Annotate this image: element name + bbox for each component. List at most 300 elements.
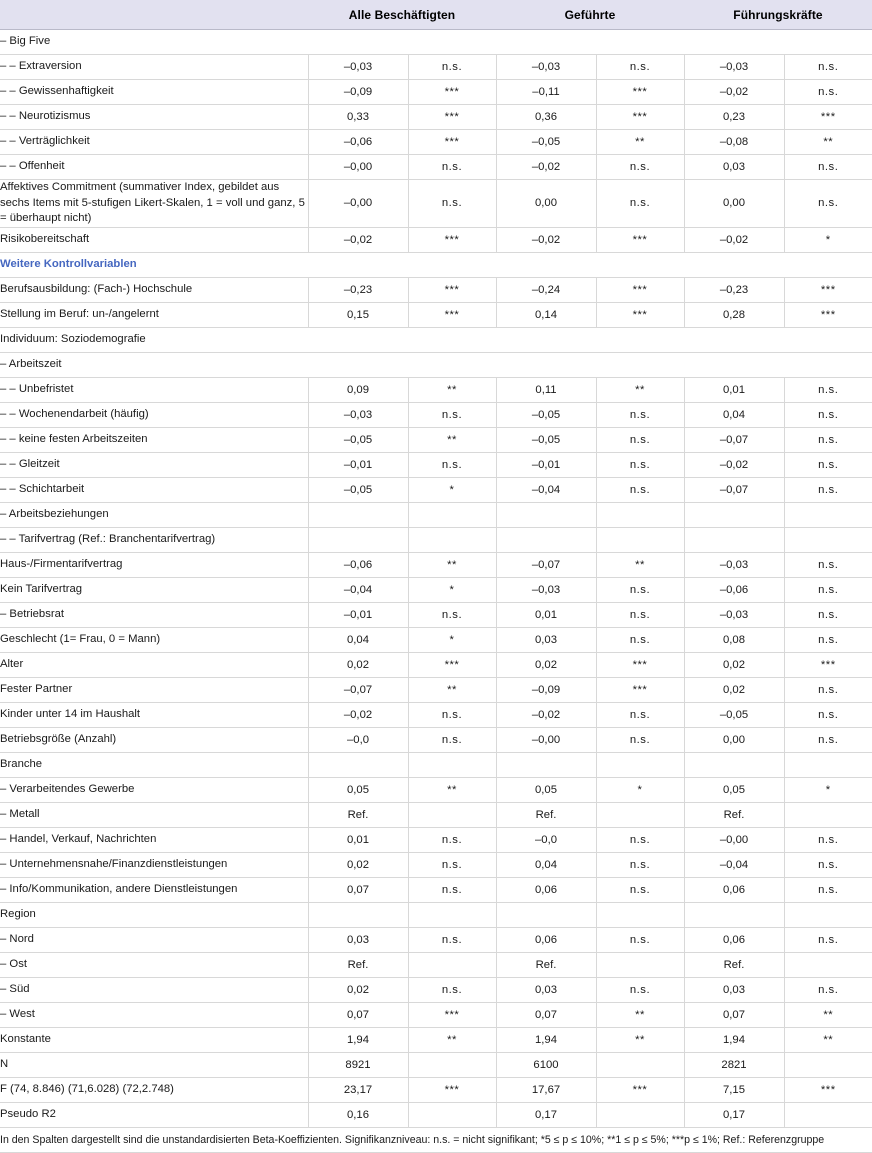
table-row	[0, 352, 872, 377]
cell-fuehrung-beta: 0,00	[684, 180, 784, 228]
cell-fuehrung-sig: n.s.	[784, 727, 872, 752]
cell-gefuehrte-sig: ***	[596, 677, 684, 702]
cell-alle-beta: 0,02	[308, 652, 408, 677]
cell-alle-sig	[408, 327, 496, 352]
cell-fuehrung-beta: 0,03	[684, 155, 784, 180]
cell-alle-sig: ***	[408, 227, 496, 252]
cell-alle-sig: ***	[408, 1002, 496, 1027]
cell-gefuehrte-beta: 17,67	[496, 1077, 596, 1102]
table-row	[0, 602, 872, 627]
table-row	[0, 502, 872, 527]
cell-fuehrung-sig: *	[784, 777, 872, 802]
row-label: – Unternehmensnahe/Finanzdienstleistungen	[0, 852, 308, 877]
cell-gefuehrte-sig: n.s.	[596, 827, 684, 852]
cell-alle-beta: 23,17	[308, 1077, 408, 1102]
row-label: Konstante	[0, 1027, 308, 1052]
cell-fuehrung-sig: n.s.	[784, 80, 872, 105]
cell-fuehrung-sig: ***	[784, 1077, 872, 1102]
cell-fuehrung-sig: ***	[784, 302, 872, 327]
cell-alle-sig	[408, 752, 496, 777]
cell-gefuehrte-beta	[496, 327, 596, 352]
cell-alle-sig: **	[408, 552, 496, 577]
cell-gefuehrte-beta: –0,24	[496, 277, 596, 302]
cell-fuehrung-sig	[784, 352, 872, 377]
cell-fuehrung-beta: –0,07	[684, 427, 784, 452]
cell-gefuehrte-beta: –0,03	[496, 55, 596, 80]
row-label: Betriebsgröße (Anzahl)	[0, 727, 308, 752]
cell-fuehrung-beta: –0,05	[684, 702, 784, 727]
cell-fuehrung-beta	[684, 352, 784, 377]
cell-gefuehrte-sig: n.s.	[596, 877, 684, 902]
cell-alle-beta: –0,01	[308, 452, 408, 477]
cell-gefuehrte-beta: 0,06	[496, 927, 596, 952]
cell-gefuehrte-beta: 0,03	[496, 627, 596, 652]
row-label: Kein Tarifvertrag	[0, 577, 308, 602]
cell-gefuehrte-sig	[596, 1102, 684, 1127]
cell-gefuehrte-beta: 0,36	[496, 105, 596, 130]
cell-fuehrung-beta: –0,03	[684, 552, 784, 577]
table-row	[0, 227, 872, 252]
cell-gefuehrte-sig	[596, 527, 684, 552]
cell-gefuehrte-beta: 0,07	[496, 1002, 596, 1027]
cell-fuehrung-sig	[784, 527, 872, 552]
table-row	[0, 277, 872, 302]
cell-fuehrung-sig: ***	[784, 277, 872, 302]
cell-alle-beta	[308, 902, 408, 927]
cell-alle-beta	[308, 252, 408, 277]
cell-gefuehrte-sig: n.s.	[596, 427, 684, 452]
cell-gefuehrte-sig: n.s.	[596, 602, 684, 627]
cell-gefuehrte-sig: n.s.	[596, 402, 684, 427]
table-row	[0, 677, 872, 702]
cell-alle-beta	[308, 30, 408, 55]
row-label: – – Unbefristet	[0, 377, 308, 402]
row-label: – Handel, Verkauf, Nachrichten	[0, 827, 308, 852]
cell-fuehrung-beta	[684, 30, 784, 55]
cell-gefuehrte-beta: –0,04	[496, 477, 596, 502]
row-label: – Arbeitszeit	[0, 352, 308, 377]
row-label: – Nord	[0, 927, 308, 952]
cell-alle-beta: 0,01	[308, 827, 408, 852]
cell-alle-beta: –0,07	[308, 677, 408, 702]
table-row	[0, 80, 872, 105]
cell-fuehrung-sig: **	[784, 130, 872, 155]
row-label: – Süd	[0, 977, 308, 1002]
cell-alle-sig: *	[408, 577, 496, 602]
cell-gefuehrte-beta: –0,05	[496, 402, 596, 427]
table-row	[0, 552, 872, 577]
cell-fuehrung-beta: 0,17	[684, 1102, 784, 1127]
cell-alle-sig	[408, 30, 496, 55]
cell-fuehrung-beta: –0,02	[684, 227, 784, 252]
cell-fuehrung-beta	[684, 327, 784, 352]
table-body	[0, 30, 872, 1128]
table-row	[0, 105, 872, 130]
cell-alle-sig	[408, 527, 496, 552]
cell-fuehrung-beta: Ref.	[684, 802, 784, 827]
cell-fuehrung-sig: ***	[784, 105, 872, 130]
row-label: Alter	[0, 652, 308, 677]
cell-gefuehrte-beta: –0,02	[496, 227, 596, 252]
table-row	[0, 302, 872, 327]
cell-gefuehrte-beta: 0,17	[496, 1102, 596, 1127]
cell-fuehrung-beta: 2821	[684, 1052, 784, 1077]
cell-alle-sig: n.s.	[408, 927, 496, 952]
cell-gefuehrte-beta: 0,11	[496, 377, 596, 402]
cell-alle-sig: **	[408, 1027, 496, 1052]
cell-gefuehrte-sig: n.s.	[596, 155, 684, 180]
cell-fuehrung-beta	[684, 502, 784, 527]
cell-alle-sig: n.s.	[408, 877, 496, 902]
row-label: Weitere Kontrollvariablen	[0, 252, 308, 277]
cell-gefuehrte-sig: *	[596, 777, 684, 802]
cell-gefuehrte-sig	[596, 502, 684, 527]
cell-alle-sig: *	[408, 477, 496, 502]
cell-fuehrung-sig: n.s.	[784, 477, 872, 502]
cell-gefuehrte-beta: –0,02	[496, 155, 596, 180]
table-footnote: In den Spalten dargestellt sind die unstandardisierten Beta-Koeffizienten. Signifikanzniveau: n.s. = nicht signifikant; *5 ≤ p ≤ 10%; **1 ≤ p ≤ 5%; ***p ≤ 1%; Ref.: Referenzgruppe	[0, 1127, 872, 1152]
table-row	[0, 327, 872, 352]
cell-fuehrung-sig: n.s.	[784, 702, 872, 727]
row-label: – – Tarifvertrag (Ref.: Branchentarifvertrag)	[0, 527, 308, 552]
cell-alle-beta: –0,02	[308, 227, 408, 252]
row-label: F (74, 8.846) (71,6.028) (72,2.748)	[0, 1077, 308, 1102]
cell-gefuehrte-beta: –0,00	[496, 727, 596, 752]
cell-alle-beta	[308, 502, 408, 527]
table-row	[0, 1102, 872, 1127]
row-label: – Verarbeitendes Gewerbe	[0, 777, 308, 802]
cell-alle-beta: –0,05	[308, 477, 408, 502]
cell-alle-sig: n.s.	[408, 180, 496, 228]
cell-gefuehrte-beta	[496, 502, 596, 527]
cell-alle-sig: **	[408, 427, 496, 452]
cell-alle-sig: ***	[408, 302, 496, 327]
cell-gefuehrte-sig	[596, 802, 684, 827]
cell-gefuehrte-sig: ***	[596, 302, 684, 327]
cell-gefuehrte-beta	[496, 527, 596, 552]
cell-gefuehrte-sig: n.s.	[596, 577, 684, 602]
cell-gefuehrte-beta: –0,02	[496, 702, 596, 727]
cell-gefuehrte-beta: Ref.	[496, 952, 596, 977]
table-row	[0, 30, 872, 55]
cell-fuehrung-beta: –0,04	[684, 852, 784, 877]
cell-gefuehrte-beta	[496, 352, 596, 377]
table-row	[0, 252, 872, 277]
cell-fuehrung-beta: 0,05	[684, 777, 784, 802]
cell-gefuehrte-beta: –0,03	[496, 577, 596, 602]
cell-fuehrung-sig: n.s.	[784, 577, 872, 602]
table-row	[0, 852, 872, 877]
cell-gefuehrte-beta: –0,01	[496, 452, 596, 477]
cell-fuehrung-beta: 0,06	[684, 877, 784, 902]
cell-gefuehrte-beta: 0,06	[496, 877, 596, 902]
cell-fuehrung-sig: n.s.	[784, 377, 872, 402]
cell-alle-sig: n.s.	[408, 402, 496, 427]
cell-fuehrung-beta	[684, 252, 784, 277]
cell-gefuehrte-sig: **	[596, 1027, 684, 1052]
cell-gefuehrte-sig	[596, 252, 684, 277]
table-row	[0, 752, 872, 777]
cell-alle-beta: Ref.	[308, 802, 408, 827]
cell-fuehrung-sig	[784, 1102, 872, 1127]
cell-fuehrung-beta: –0,06	[684, 577, 784, 602]
cell-gefuehrte-sig: n.s.	[596, 55, 684, 80]
cell-alle-beta: –0,04	[308, 577, 408, 602]
cell-gefuehrte-beta: 0,03	[496, 977, 596, 1002]
cell-fuehrung-beta: 0,01	[684, 377, 784, 402]
cell-gefuehrte-beta: –0,11	[496, 80, 596, 105]
cell-fuehrung-sig: n.s.	[784, 155, 872, 180]
cell-gefuehrte-beta: 0,14	[496, 302, 596, 327]
cell-gefuehrte-beta: Ref.	[496, 802, 596, 827]
cell-fuehrung-sig: n.s.	[784, 402, 872, 427]
cell-gefuehrte-beta: 0,05	[496, 777, 596, 802]
cell-gefuehrte-sig: **	[596, 1002, 684, 1027]
cell-alle-sig: ***	[408, 277, 496, 302]
table-row	[0, 1027, 872, 1052]
table-row	[0, 977, 872, 1002]
table-row	[0, 477, 872, 502]
cell-alle-sig: **	[408, 777, 496, 802]
row-label: – Big Five	[0, 30, 308, 55]
cell-gefuehrte-sig: n.s.	[596, 452, 684, 477]
cell-gefuehrte-sig: n.s.	[596, 927, 684, 952]
table-row	[0, 902, 872, 927]
cell-fuehrung-beta: 1,94	[684, 1027, 784, 1052]
row-label: – – Extraversion	[0, 55, 308, 80]
cell-alle-sig: **	[408, 677, 496, 702]
cell-alle-beta: 0,04	[308, 627, 408, 652]
cell-alle-sig: ***	[408, 652, 496, 677]
row-label: – Ost	[0, 952, 308, 977]
cell-alle-sig: **	[408, 377, 496, 402]
header-group-alle-beschaeftigte: Alle Beschäftigten	[308, 0, 496, 30]
cell-alle-beta: 0,03	[308, 927, 408, 952]
cell-fuehrung-sig: n.s.	[784, 927, 872, 952]
cell-alle-beta: 0,09	[308, 377, 408, 402]
header-group-fuehrungskraefte: Führungskräfte	[684, 0, 872, 30]
cell-gefuehrte-beta: 0,02	[496, 652, 596, 677]
cell-alle-beta: 0,02	[308, 852, 408, 877]
cell-fuehrung-beta	[684, 752, 784, 777]
cell-gefuehrte-sig: ***	[596, 1077, 684, 1102]
cell-gefuehrte-beta: –0,0	[496, 827, 596, 852]
cell-gefuehrte-beta	[496, 30, 596, 55]
cell-fuehrung-sig	[784, 802, 872, 827]
cell-alle-sig	[408, 352, 496, 377]
cell-alle-beta: –0,03	[308, 402, 408, 427]
cell-gefuehrte-sig	[596, 30, 684, 55]
cell-fuehrung-beta: 0,02	[684, 677, 784, 702]
row-label: Affektives Commitment (summativer Index, gebildet aus sechs Items mit 5-stufigen Likert-Skalen, 1 = voll und ganz, 5 = überhaupt nicht)	[0, 180, 308, 228]
cell-gefuehrte-sig: n.s.	[596, 477, 684, 502]
row-label: Geschlecht (1= Frau, 0 = Mann)	[0, 627, 308, 652]
table-row	[0, 1077, 872, 1102]
cell-gefuehrte-sig: ***	[596, 652, 684, 677]
cell-gefuehrte-beta: –0,09	[496, 677, 596, 702]
cell-gefuehrte-sig: n.s.	[596, 702, 684, 727]
cell-fuehrung-sig	[784, 752, 872, 777]
header-label-column	[0, 0, 308, 30]
cell-gefuehrte-sig: ***	[596, 105, 684, 130]
cell-alle-sig	[408, 502, 496, 527]
cell-alle-beta	[308, 352, 408, 377]
cell-alle-sig	[408, 1052, 496, 1077]
cell-alle-sig	[408, 902, 496, 927]
cell-fuehrung-sig	[784, 30, 872, 55]
table-row	[0, 702, 872, 727]
table-row	[0, 777, 872, 802]
cell-gefuehrte-beta	[496, 252, 596, 277]
cell-fuehrung-sig: n.s.	[784, 827, 872, 852]
cell-gefuehrte-sig: n.s.	[596, 180, 684, 228]
cell-fuehrung-beta: 7,15	[684, 1077, 784, 1102]
cell-alle-sig	[408, 952, 496, 977]
row-label: – West	[0, 1002, 308, 1027]
row-label: Haus-/Firmentarifvertrag	[0, 552, 308, 577]
cell-alle-beta: –0,00	[308, 155, 408, 180]
cell-fuehrung-sig: n.s.	[784, 977, 872, 1002]
cell-gefuehrte-sig	[596, 902, 684, 927]
row-label: Fester Partner	[0, 677, 308, 702]
cell-alle-beta: 0,16	[308, 1102, 408, 1127]
row-label: – – Offenheit	[0, 155, 308, 180]
cell-gefuehrte-sig: **	[596, 377, 684, 402]
cell-alle-beta: –0,06	[308, 552, 408, 577]
cell-alle-beta	[308, 527, 408, 552]
row-label: – – Gewissenhaftigkeit	[0, 80, 308, 105]
table-row	[0, 527, 872, 552]
cell-fuehrung-sig: n.s.	[784, 180, 872, 228]
cell-alle-beta: –0,06	[308, 130, 408, 155]
table-row	[0, 155, 872, 180]
cell-fuehrung-beta	[684, 902, 784, 927]
cell-gefuehrte-beta	[496, 752, 596, 777]
cell-fuehrung-sig	[784, 1052, 872, 1077]
cell-alle-beta: 0,05	[308, 777, 408, 802]
cell-gefuehrte-sig: ***	[596, 80, 684, 105]
cell-gefuehrte-sig: ***	[596, 227, 684, 252]
row-label: – Metall	[0, 802, 308, 827]
cell-alle-beta: 0,07	[308, 877, 408, 902]
cell-gefuehrte-beta: 1,94	[496, 1027, 596, 1052]
cell-fuehrung-sig: n.s.	[784, 627, 872, 652]
row-label: – – Neurotizismus	[0, 105, 308, 130]
cell-alle-sig: n.s.	[408, 602, 496, 627]
cell-alle-sig	[408, 1102, 496, 1127]
row-label: – Info/Kommunikation, andere Dienstleistungen	[0, 877, 308, 902]
cell-alle-sig: n.s.	[408, 977, 496, 1002]
cell-fuehrung-sig: ***	[784, 652, 872, 677]
cell-alle-beta: –0,00	[308, 180, 408, 228]
cell-fuehrung-sig	[784, 327, 872, 352]
cell-alle-sig: ***	[408, 80, 496, 105]
row-label: N	[0, 1052, 308, 1077]
table-row	[0, 130, 872, 155]
cell-gefuehrte-sig: n.s.	[596, 627, 684, 652]
cell-gefuehrte-sig	[596, 1052, 684, 1077]
cell-fuehrung-sig: **	[784, 1002, 872, 1027]
cell-fuehrung-beta: 0,03	[684, 977, 784, 1002]
cell-alle-beta: –0,23	[308, 277, 408, 302]
table-row	[0, 827, 872, 852]
cell-alle-sig: n.s.	[408, 827, 496, 852]
cell-alle-beta: –0,05	[308, 427, 408, 452]
row-label: – – Wochenendarbeit (häufig)	[0, 402, 308, 427]
cell-gefuehrte-beta: 6100	[496, 1052, 596, 1077]
row-label: – Betriebsrat	[0, 602, 308, 627]
cell-alle-sig: n.s.	[408, 155, 496, 180]
cell-fuehrung-beta	[684, 527, 784, 552]
cell-fuehrung-beta: –0,07	[684, 477, 784, 502]
cell-fuehrung-sig: **	[784, 1027, 872, 1052]
cell-fuehrung-sig	[784, 902, 872, 927]
row-label: Stellung im Beruf: un-/angelernt	[0, 302, 308, 327]
table-row	[0, 1002, 872, 1027]
row-label: – – Schichtarbeit	[0, 477, 308, 502]
table-row	[0, 802, 872, 827]
table-row	[0, 55, 872, 80]
cell-fuehrung-beta: 0,04	[684, 402, 784, 427]
cell-alle-sig	[408, 252, 496, 277]
header-row	[0, 0, 872, 30]
row-label: Berufsausbildung: (Fach-) Hochschule	[0, 277, 308, 302]
cell-alle-beta	[308, 327, 408, 352]
table-row	[0, 377, 872, 402]
table-row	[0, 727, 872, 752]
cell-alle-beta: Ref.	[308, 952, 408, 977]
cell-alle-beta: –0,02	[308, 702, 408, 727]
header-group-gefuehrte: Geführte	[496, 0, 684, 30]
cell-gefuehrte-sig: **	[596, 130, 684, 155]
cell-gefuehrte-sig: n.s.	[596, 727, 684, 752]
row-label: Pseudo R2	[0, 1102, 308, 1127]
cell-alle-sig: ***	[408, 1077, 496, 1102]
cell-fuehrung-beta: 0,28	[684, 302, 784, 327]
cell-gefuehrte-sig	[596, 752, 684, 777]
cell-gefuehrte-sig: ***	[596, 277, 684, 302]
cell-fuehrung-sig: n.s.	[784, 55, 872, 80]
cell-fuehrung-beta: 0,08	[684, 627, 784, 652]
cell-alle-beta: 0,33	[308, 105, 408, 130]
cell-fuehrung-sig: n.s.	[784, 677, 872, 702]
row-label: – Arbeitsbeziehungen	[0, 502, 308, 527]
cell-gefuehrte-beta: 0,04	[496, 852, 596, 877]
cell-fuehrung-beta: 0,06	[684, 927, 784, 952]
cell-alle-sig: n.s.	[408, 852, 496, 877]
cell-alle-beta: 0,02	[308, 977, 408, 1002]
table-row	[0, 1052, 872, 1077]
cell-fuehrung-beta: –0,23	[684, 277, 784, 302]
row-label: – – Gleitzeit	[0, 452, 308, 477]
cell-fuehrung-beta: –0,08	[684, 130, 784, 155]
cell-fuehrung-beta: –0,02	[684, 452, 784, 477]
cell-alle-beta: –0,03	[308, 55, 408, 80]
cell-gefuehrte-beta: –0,07	[496, 552, 596, 577]
cell-alle-sig: *	[408, 627, 496, 652]
row-label: – – keine festen Arbeitszeiten	[0, 427, 308, 452]
table-row	[0, 627, 872, 652]
cell-alle-beta: 8921	[308, 1052, 408, 1077]
cell-gefuehrte-beta: 0,01	[496, 602, 596, 627]
row-label: – – Verträglichkeit	[0, 130, 308, 155]
cell-fuehrung-sig	[784, 502, 872, 527]
cell-gefuehrte-beta	[496, 902, 596, 927]
cell-gefuehrte-sig: n.s.	[596, 852, 684, 877]
table-row	[0, 402, 872, 427]
table-row	[0, 952, 872, 977]
cell-fuehrung-beta: –0,03	[684, 55, 784, 80]
